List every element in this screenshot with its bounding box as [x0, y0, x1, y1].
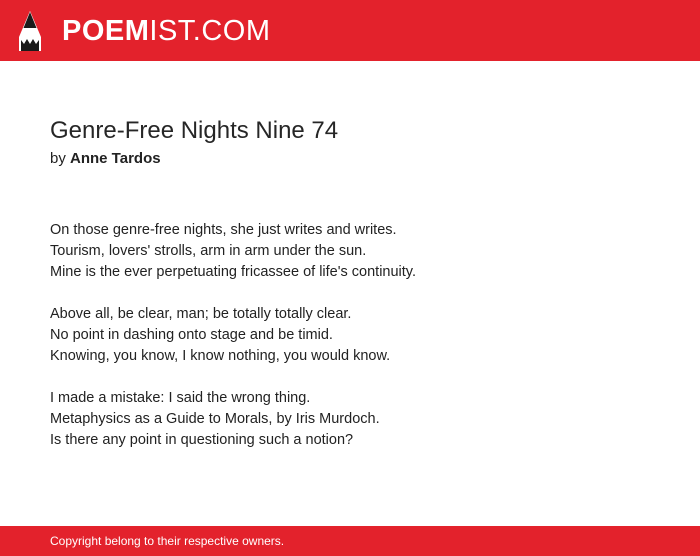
poem-stanza: [50, 388, 670, 451]
poem-line: Knowing, you know, I know nothing, you would know.: [50, 348, 391, 364]
pencil-tip-icon: [18, 10, 42, 52]
poem-line: On those genre-free nights, she just writes and writes.: [50, 222, 397, 238]
poem-body: [50, 220, 670, 451]
poem-line: No point in dashing onto stage and be timid.: [50, 327, 333, 343]
site-name-bold: POEM: [62, 14, 150, 47]
byline-prefix: by: [50, 150, 66, 167]
site-name-rest: IST.COM: [149, 14, 271, 47]
site-header: [0, 0, 700, 61]
site-name: [62, 14, 271, 47]
copyright-notice: Copyright belong to their respective owners.: [50, 534, 285, 548]
poem-line: Above all, be clear, man; be totally totally clear.: [50, 306, 352, 322]
poem-content: [50, 116, 670, 472]
poem-author: Anne Tardos: [70, 150, 161, 167]
poem-stanza: [50, 304, 670, 367]
poem-line: Tourism, lovers' strolls, arm in arm under the sun.: [50, 243, 367, 259]
poem-byline: [50, 149, 670, 169]
poem-stanza: [50, 220, 670, 283]
poem-title: Genre-Free Nights Nine 74: [50, 117, 339, 144]
site-footer: [0, 526, 700, 556]
poem-line: I made a mistake: I said the wrong thing.: [50, 390, 311, 406]
site-logo[interactable]: [18, 10, 271, 52]
poem-line: Metaphysics as a Guide to Morals, by Iris Murdoch.: [50, 411, 380, 427]
poem-line: Is there any point in questioning such a notion?: [50, 432, 354, 448]
poem-line: Mine is the ever perpetuating fricassee of life's continuity.: [50, 264, 416, 280]
